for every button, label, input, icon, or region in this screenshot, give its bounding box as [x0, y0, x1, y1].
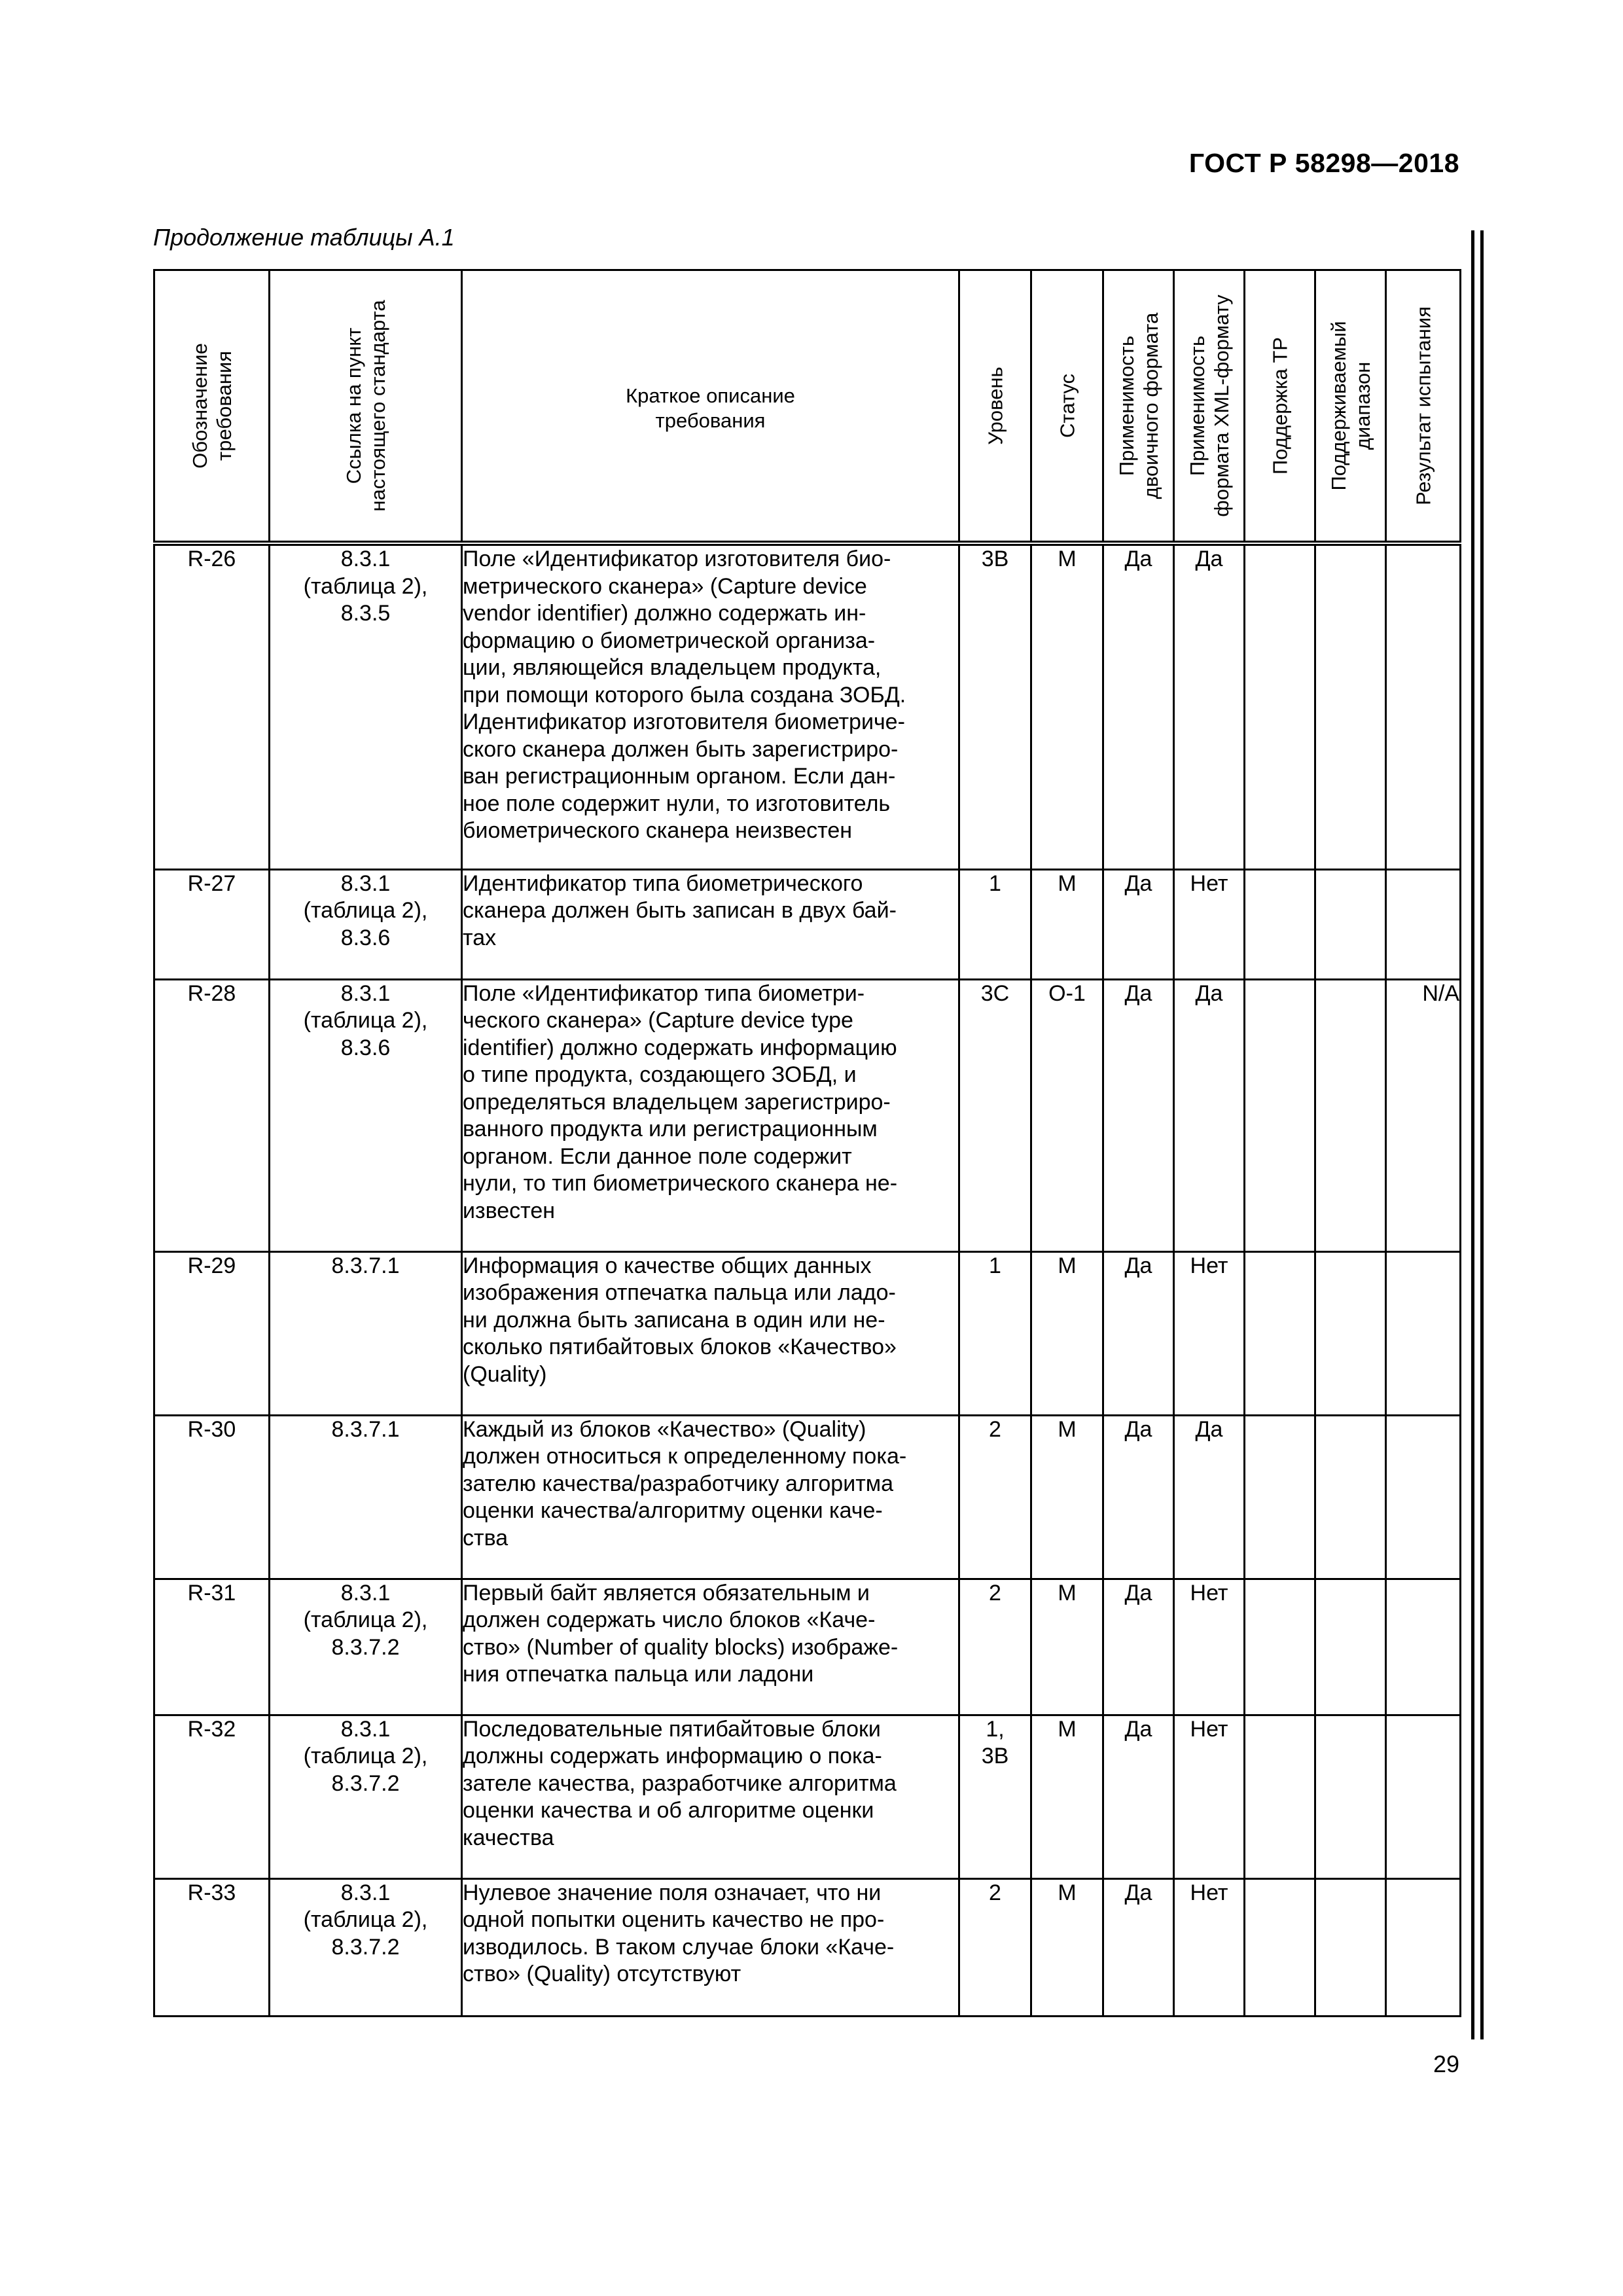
- cell-tr: [1245, 1251, 1315, 1415]
- cell-range: [1315, 869, 1386, 979]
- cell-xml: Да: [1174, 543, 1245, 869]
- cell-result: [1386, 1415, 1461, 1579]
- cell-xml: Да: [1174, 979, 1245, 1251]
- cell-binary: Да: [1103, 1715, 1174, 1878]
- cell-xml: Да: [1174, 1415, 1245, 1579]
- cell-xml: Нет: [1174, 1579, 1245, 1715]
- cell-description: Каждый из блоков «Качество» (Quality) должен относиться к определенному пока- зателю качества/разработчику алгоритма оценки качества/алгоритму оценки каче- ства: [462, 1415, 959, 1579]
- col-header-result: Результат испытания: [1386, 270, 1461, 544]
- cell-tr: [1245, 1415, 1315, 1579]
- margin-rule: [1480, 230, 1484, 2039]
- cell-id: R-29: [154, 1251, 270, 1415]
- col-header-level: Уровень: [959, 270, 1031, 544]
- cell-tr: [1245, 979, 1315, 1251]
- col-header-description: Краткое описание требования: [462, 270, 959, 544]
- cell-tr: [1245, 1878, 1315, 2016]
- cell-level: 1: [959, 1251, 1031, 1415]
- cell-binary: Да: [1103, 979, 1174, 1251]
- cell-result: [1386, 1715, 1461, 1878]
- cell-description: Нулевое значение поля означает, что ни одной попытки оценить качество не про- изводилось. В таком случае блоки «Каче- ство» (Quality) отсутствуют: [462, 1878, 959, 2016]
- cell-binary: Да: [1103, 1878, 1174, 2016]
- table-row: [154, 1878, 1461, 2016]
- col-header-status: Статус: [1031, 270, 1103, 544]
- cell-binary: Да: [1103, 869, 1174, 979]
- cell-ref: 8.3.1 (таблица 2), 8.3.5: [270, 543, 462, 869]
- table-row: [154, 1579, 1461, 1715]
- cell-id: R-31: [154, 1579, 270, 1715]
- table-row: [154, 1415, 1461, 1579]
- table-header-row: [154, 270, 1461, 544]
- cell-level: 3В: [959, 543, 1031, 869]
- col-header-binary: Применимость двоичного формата: [1103, 270, 1174, 544]
- cell-status: М: [1031, 1579, 1103, 1715]
- cell-range: [1315, 1878, 1386, 2016]
- table-continuation-caption: Продолжение таблицы А.1: [153, 224, 455, 251]
- cell-binary: Да: [1103, 1579, 1174, 1715]
- cell-level: 2: [959, 1415, 1031, 1579]
- cell-range: [1315, 543, 1386, 869]
- cell-id: R-26: [154, 543, 270, 869]
- cell-level: 3С: [959, 979, 1031, 1251]
- cell-range: [1315, 1251, 1386, 1415]
- cell-id: R-28: [154, 979, 270, 1251]
- cell-result: [1386, 869, 1461, 979]
- cell-result: [1386, 1251, 1461, 1415]
- cell-binary: Да: [1103, 1251, 1174, 1415]
- cell-description: Информация о качестве общих данных изображения отпечатка пальца или ладо- ни должна быть записана в один или не- сколько пятибайтовых блоков «Качество» (Quality): [462, 1251, 959, 1415]
- cell-result: [1386, 1878, 1461, 2016]
- page-number: 29: [1433, 2051, 1459, 2077]
- cell-status: М: [1031, 1878, 1103, 2016]
- cell-description: Последовательные пятибайтовые блоки должны содержать информацию о пока- зателе качества, разработчике алгоритма оценки качества и об алгоритме оценки качества: [462, 1715, 959, 1878]
- cell-result: N/A: [1386, 979, 1461, 1251]
- cell-status: М: [1031, 543, 1103, 869]
- col-header-tr-support: Поддержка ТР: [1245, 270, 1315, 544]
- cell-id: R-33: [154, 1878, 270, 2016]
- cell-ref: 8.3.7.1: [270, 1415, 462, 1579]
- cell-id: R-27: [154, 869, 270, 979]
- cell-ref: 8.3.1 (таблица 2), 8.3.6: [270, 869, 462, 979]
- cell-tr: [1245, 869, 1315, 979]
- cell-ref: 8.3.7.1: [270, 1251, 462, 1415]
- table-row: [154, 979, 1461, 1251]
- margin-rule: [1471, 230, 1474, 2039]
- cell-range: [1315, 979, 1386, 1251]
- cell-binary: Да: [1103, 543, 1174, 869]
- cell-range: [1315, 1715, 1386, 1878]
- cell-description: Поле «Идентификатор типа биометри- ческого сканера» (Capture device type identifier) должно содержать информацию о типе продукта, создающего ЗОБД, и определяться владельцем зарегистриро- ванного продукта или регистрационным органом. Если данное поле содержит нули, то тип биометрического сканера не- известен: [462, 979, 959, 1251]
- cell-ref: 8.3.1 (таблица 2), 8.3.7.2: [270, 1715, 462, 1878]
- table-row: [154, 1715, 1461, 1878]
- cell-xml: Нет: [1174, 869, 1245, 979]
- cell-ref: 8.3.1 (таблица 2), 8.3.6: [270, 979, 462, 1251]
- cell-description: Поле «Идентификатор изготовителя био- метрического сканера» (Capture device vendor identifier) должно содержать ин- формацию о биометрической организа- ции, являющейся владельцем продукта, при помощи которого была создана ЗОБД. Идентификатор изготовителя биометриче- ского сканера должен быть зарегистриро- ван регистрационным органом. Если дан- ное поле содержит нули, то изготовитель биометрического сканера неизвестен: [462, 543, 959, 869]
- cell-ref: 8.3.1 (таблица 2), 8.3.7.2: [270, 1579, 462, 1715]
- cell-level: 2: [959, 1878, 1031, 2016]
- col-header-xml: Применимость формата XML-формату: [1174, 270, 1245, 544]
- cell-id: R-32: [154, 1715, 270, 1878]
- col-header-reference: Ссылка на пункт настоящего стандарта: [270, 270, 462, 544]
- cell-xml: Нет: [1174, 1251, 1245, 1415]
- cell-ref: 8.3.1 (таблица 2), 8.3.7.2: [270, 1878, 462, 2016]
- cell-status: М: [1031, 1415, 1103, 1579]
- cell-tr: [1245, 1579, 1315, 1715]
- table-row: [154, 543, 1461, 869]
- cell-result: [1386, 543, 1461, 869]
- cell-status: М: [1031, 1251, 1103, 1415]
- cell-level: 1, 3В: [959, 1715, 1031, 1878]
- cell-range: [1315, 1415, 1386, 1579]
- cell-description: Первый байт является обязательным и должен содержать число блоков «Каче- ство» (Number of quality blocks) изображе- ния отпечатка пальца или ладони: [462, 1579, 959, 1715]
- cell-xml: Нет: [1174, 1715, 1245, 1878]
- table-row: [154, 1251, 1461, 1415]
- cell-tr: [1245, 1715, 1315, 1878]
- cell-binary: Да: [1103, 1415, 1174, 1579]
- cell-status: М: [1031, 869, 1103, 979]
- cell-status: М: [1031, 1715, 1103, 1878]
- document-code: ГОСТ Р 58298—2018: [1188, 148, 1459, 178]
- cell-description: Идентификатор типа биометрического сканера должен быть записан в двух бай- тах: [462, 869, 959, 979]
- cell-xml: Нет: [1174, 1878, 1245, 2016]
- cell-tr: [1245, 543, 1315, 869]
- cell-id: R-30: [154, 1415, 270, 1579]
- col-header-range: Поддерживаемый диапазон: [1315, 270, 1386, 544]
- cell-level: 2: [959, 1579, 1031, 1715]
- cell-status: О-1: [1031, 979, 1103, 1251]
- col-header-designation: Обозначение требования: [154, 270, 270, 544]
- cell-result: [1386, 1579, 1461, 1715]
- table-row: [154, 869, 1461, 979]
- cell-level: 1: [959, 869, 1031, 979]
- cell-range: [1315, 1579, 1386, 1715]
- requirements-table: [153, 269, 1461, 2017]
